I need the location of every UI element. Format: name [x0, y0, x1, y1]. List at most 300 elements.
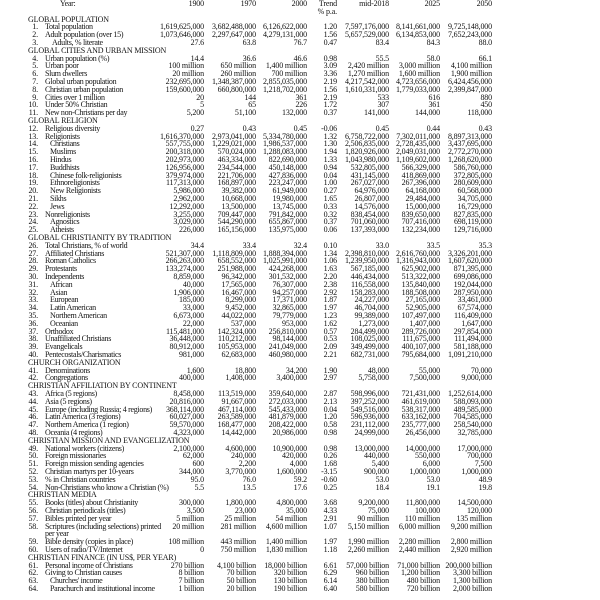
row-number: 60. [28, 545, 38, 554]
cell-value: 6,673,000 [173, 311, 204, 320]
cell-value: 0.32 [323, 209, 337, 219]
cell-value: 33.5 [426, 240, 440, 250]
row-number: 62. [28, 568, 38, 578]
row-number: 56. [28, 506, 38, 515]
cell-value: 1,091,210,000 [447, 350, 492, 359]
cell-value: 66.1 [478, 53, 492, 63]
cell-value: 118,000 [467, 108, 492, 118]
cell-value: 707,416,000 [401, 217, 440, 227]
cell-value: 1,830 million [265, 545, 307, 554]
cell-value: 188,508,000 [401, 287, 440, 297]
col-1900: 1900 [188, 0, 204, 8]
cell-value: 33.4 [242, 240, 256, 250]
cell-value: 0 [200, 545, 204, 554]
cell-value: 960 billion [355, 568, 389, 578]
cell-value: 307 [377, 100, 389, 110]
cell-value: 400,107,000 [401, 342, 440, 352]
cell-value: 98,144,000 [272, 334, 307, 344]
cell-value: 7,500 [474, 459, 492, 469]
cell-value: 4,323,000 [173, 428, 204, 437]
cell-value: 24,999,000 [354, 428, 389, 437]
row-number: 22. [28, 201, 38, 211]
row-label: Evangelicals [45, 342, 83, 352]
cell-value: 3,682,488,000 [211, 22, 256, 32]
cell-value: 0.53 [323, 334, 337, 344]
cell-value: 660,800,000 [217, 84, 256, 94]
cell-value: 0.06 [323, 225, 337, 235]
row-number: 20. [28, 186, 38, 196]
row-label: Northern America (1 region) [45, 420, 129, 430]
cell-value: 33,000 [182, 303, 204, 313]
cell-value: 1.72 [323, 100, 337, 110]
cell-value: 1,348,387,000 [211, 77, 256, 86]
cell-value: 682,731,000 [350, 350, 389, 359]
cell-value: 380 billion [355, 576, 389, 586]
cell-value: 71,000 billion [397, 560, 440, 570]
row-number: 30. [28, 272, 38, 281]
row-label: Asian [50, 287, 68, 297]
row-number: 44. [28, 396, 38, 406]
cell-value: 19,980,000 [272, 194, 307, 203]
cell-value: 111,675,000 [402, 334, 440, 344]
cell-value: 2,200 [238, 459, 256, 469]
row-number: 1. [32, 22, 38, 32]
cell-value: 76.7 [293, 38, 307, 47]
cell-value: 359,640,000 [268, 389, 307, 398]
row-label: Total population [45, 22, 93, 32]
cell-value: 130 billion [273, 576, 307, 586]
row-label: New non-Christians per day [45, 108, 128, 118]
cell-value: 17,371,000 [272, 295, 307, 305]
cell-value: 1,906,000 [173, 287, 204, 297]
cell-value: 625,902,000 [401, 264, 440, 274]
cell-value: -3.15 [321, 467, 337, 476]
cell-value: 720 billion [406, 584, 440, 593]
cell-value: 450,148,000 [268, 162, 307, 172]
cell-value: 5 [200, 100, 204, 110]
section-title: GLOBAL RELIGION [28, 116, 98, 125]
cell-value: 349,499,000 [350, 342, 389, 352]
cell-value: 545,433,000 [268, 404, 307, 414]
cell-value: -0.60 [321, 474, 337, 484]
cell-value: 2,297,647,000 [211, 30, 256, 40]
cell-value: 48.9 [478, 474, 492, 484]
cell-value: 200,318,000 [165, 147, 204, 157]
cell-value: 827,835,000 [453, 209, 492, 219]
col-mid-2018: mid-2018 [359, 0, 389, 8]
cell-value: 135,840,000 [401, 279, 440, 289]
row-number: 14. [28, 139, 38, 149]
cell-value: 33,461,000 [457, 295, 492, 305]
cell-value: 3.36 [323, 69, 337, 79]
cell-value: 0.04 [323, 404, 337, 414]
row-number: 64. [28, 584, 38, 593]
cell-value: 9,725,148,000 [447, 22, 492, 32]
cell-value: 3,300 billion [453, 568, 492, 578]
cell-value: 443 million [220, 537, 256, 547]
cell-value: 22,000 [182, 318, 204, 328]
cell-value: 75,000 [367, 506, 389, 515]
cell-value: 1,200 billion [401, 568, 440, 578]
cell-value: 15,000,000 [405, 201, 440, 211]
cell-value: 704,585,000 [453, 412, 492, 422]
cell-value: 1.32 [323, 131, 337, 141]
cell-value: 0.94 [323, 162, 337, 172]
cell-value: 58.0 [426, 53, 440, 63]
cell-value: 3.09 [323, 61, 337, 71]
cell-value: 361 [428, 100, 440, 110]
row-label: New Religionists [50, 186, 101, 196]
cell-value: 6,000 [422, 459, 440, 469]
trend-unit: % p.a. [317, 6, 337, 16]
cell-value: 8,141,661,000 [395, 22, 440, 32]
cell-value: 63.8 [242, 38, 256, 47]
cell-value: 226,000 [179, 225, 204, 235]
row-label: Religious diversity [45, 123, 100, 133]
cell-value: 135 million [456, 513, 492, 523]
cell-value: 791,842,000 [268, 209, 307, 219]
cell-value: 14,500,000 [457, 498, 492, 508]
cell-value: 7,302,011,000 [396, 131, 440, 141]
cell-value: 6,424,456,000 [447, 77, 492, 86]
cell-value: 537,000 [231, 318, 256, 328]
cell-value: 13,745,000 [272, 201, 307, 211]
cell-value: 35,000 [285, 506, 307, 515]
cell-value: 132,000 [282, 108, 307, 118]
cell-value: 19.8 [478, 482, 492, 492]
cell-value: 0.26 [323, 451, 337, 461]
cell-value: 64,168,000 [405, 186, 440, 196]
section-title: CHRISTIAN MISSION AND EVANGELIZATION [28, 435, 190, 445]
cell-value: 62,000 [182, 451, 204, 461]
cell-value: 2,920 million [450, 545, 492, 554]
cell-value: 120,000 [467, 506, 492, 515]
row-number: 41. [28, 365, 38, 375]
cell-value: 2.21 [323, 350, 337, 359]
cell-value: 272,033,000 [268, 396, 307, 406]
cell-value: 633,162,000 [401, 412, 440, 422]
row-number: 48. [28, 428, 38, 437]
cell-value: 4,279,131,000 [262, 30, 307, 40]
cell-value: 208,422,000 [268, 420, 307, 430]
cell-value: 379,974,000 [165, 170, 204, 180]
cell-value: 1,600 [186, 365, 204, 375]
row-number: 53. [28, 474, 38, 484]
cell-value: 1,408,000 [225, 373, 256, 383]
cell-value: 105,953,000 [217, 342, 256, 352]
cell-value: 1,300 billion [453, 576, 492, 586]
cell-value: 9,200,000 [358, 498, 389, 508]
row-label: Foreign missionaries [45, 451, 106, 461]
cell-value: 14,442,000 [221, 428, 256, 437]
cell-value: 1.56 [323, 30, 337, 40]
cell-value: 538,317,000 [401, 404, 440, 414]
cell-value: 60,568,000 [457, 186, 492, 196]
cell-value: 32,785,000 [457, 428, 492, 437]
cell-value: 0.98 [323, 443, 337, 453]
row-label: Orthodox [45, 326, 74, 336]
cell-value: 1,607,620,000 [447, 256, 492, 266]
cell-value: 1,900 million [450, 69, 492, 79]
cell-value: 232,695,000 [165, 77, 204, 86]
cell-value: 0.45 [293, 123, 307, 133]
cell-value: 13.5 [242, 482, 256, 492]
cell-value: 14.4 [190, 53, 204, 63]
col-2050: 2050 [476, 0, 492, 8]
row-number: 19. [28, 178, 38, 188]
row-label: Independents [45, 272, 85, 281]
cell-value: 1,986,537,000 [262, 139, 307, 149]
row-label: Christian martyrs per 10-years [45, 467, 134, 476]
cell-value: 1,273,000 [358, 318, 389, 328]
cell-value: 1,252,614,000 [447, 389, 492, 398]
row-number: 37. [28, 326, 38, 336]
cell-value: 34,705,000 [457, 194, 492, 203]
row-label: European [50, 295, 79, 305]
cell-value: 62,683,000 [221, 350, 256, 359]
row-number: 15. [28, 147, 38, 157]
cell-value: 2,855,035,000 [262, 77, 307, 86]
cell-value: 20 million [172, 69, 204, 79]
cell-value: 34.4 [190, 240, 204, 250]
cell-value: 513,322,000 [401, 272, 440, 281]
cell-value: 650 million [220, 61, 256, 71]
row-label: Denominations [45, 365, 90, 375]
cell-value: 1,779,033,000 [395, 84, 440, 94]
cell-value: 4,723,656,000 [395, 77, 440, 86]
cell-value: 17,565,000 [221, 279, 256, 289]
cell-value: 431,145,000 [350, 170, 389, 180]
cell-value: 117,313,000 [165, 178, 204, 188]
cell-value: 55,000 [418, 365, 440, 375]
cell-value: 1,619,625,000 [159, 22, 204, 32]
cell-value: 1.94 [323, 147, 337, 157]
cell-value: 297,854,000 [453, 326, 492, 336]
cell-value: 14,576,000 [354, 201, 389, 211]
row-number: 50. [28, 451, 38, 461]
cell-value: 9,452,000 [225, 303, 256, 313]
cell-value: 241,049,000 [268, 342, 307, 352]
cell-value: 544,290,000 [217, 217, 256, 227]
cell-value: 135,975,000 [268, 225, 307, 235]
cell-value: 301,532,000 [268, 272, 307, 281]
row-number: 61. [28, 560, 38, 570]
row-label: Chinese folk-religionists [50, 170, 122, 180]
row-label: % in Christian countries [45, 474, 116, 484]
cell-value: 64,976,000 [354, 186, 389, 196]
cell-value: 461,619,000 [401, 396, 440, 406]
cell-value: 17.6 [293, 482, 307, 492]
cell-value: 7,500,000 [409, 373, 440, 383]
cell-value: 13,500,000 [221, 201, 256, 211]
cell-value: 1,000,000 [461, 467, 492, 476]
cell-value: 1.18 [323, 545, 337, 554]
col-2000: 2000 [291, 0, 307, 8]
cell-value: 6,758,722,000 [344, 131, 389, 141]
cell-value: 159,600,000 [165, 84, 204, 94]
cell-value: 10,900,000 [272, 443, 307, 453]
cell-value: 557,755,000 [165, 139, 204, 149]
cell-value: 2,260 million [347, 545, 389, 554]
cell-value: 51,100 [234, 108, 256, 118]
cell-value: 10,668,000 [221, 194, 256, 203]
row-number: 23. [28, 209, 38, 219]
row-label: Slum dwellers [45, 69, 88, 79]
cell-value: 1,000,000 [409, 467, 440, 476]
row-label: Books (titles) about Christianity [45, 498, 138, 508]
row-number: 28. [28, 256, 38, 266]
cell-value: 9,000,000 [461, 373, 492, 383]
cell-value: 137,393,000 [350, 225, 389, 235]
cell-value: 372,805,000 [453, 170, 492, 180]
cell-value: 397,252,000 [350, 396, 389, 406]
cell-value: 1.90 [323, 365, 337, 375]
row-number: 12. [28, 123, 38, 133]
cell-value: 3,000 million [398, 61, 440, 71]
cell-value: 0.45 [375, 123, 389, 133]
cell-value: 240,000 [231, 451, 256, 461]
cell-value: 1,043,980,000 [344, 155, 389, 164]
cell-value: 1,800,000 [225, 498, 256, 508]
cell-value: 6.40 [323, 584, 337, 593]
cell-value: 9,200 million [450, 521, 492, 531]
cell-value: 1,239,950,000 [344, 256, 389, 266]
cell-value: 95.0 [190, 474, 204, 484]
col-1970: 1970 [240, 0, 256, 8]
row-label: Non-Christians who know a Christian (%) [45, 482, 169, 492]
cell-value: 6,000 million [398, 521, 440, 531]
row-label: Christians [50, 139, 80, 149]
cell-value: 2.13 [323, 396, 337, 406]
cell-value: 35.3 [478, 240, 492, 250]
cell-value: 251,988,000 [217, 264, 256, 274]
cell-value: 1.07 [323, 521, 337, 531]
row-number: 33. [28, 295, 38, 305]
table-row [0, 523, 600, 539]
cell-value: 0.43 [478, 123, 492, 133]
cell-value: 0.33 [323, 201, 337, 211]
table-row [0, 585, 600, 593]
cell-value: 871,395,000 [453, 264, 492, 274]
cell-value: -0.06 [321, 123, 337, 133]
cell-value: 65 [248, 100, 256, 110]
cell-value: 48,000 [367, 365, 389, 375]
cell-value: 4,600,000 [225, 443, 256, 453]
cell-value: 1,600,000 [276, 467, 307, 476]
cell-value: 108,025,000 [350, 334, 389, 344]
row-number: 35. [28, 311, 38, 320]
cell-value: 721,431,000 [401, 389, 440, 398]
cell-value: 981,000 [179, 350, 204, 359]
cell-value: 67,574,000 [457, 303, 492, 313]
cell-value: 8,859,000 [173, 272, 204, 281]
cell-value: 235,777,000 [401, 420, 440, 430]
cell-value: 2.87 [323, 389, 337, 398]
cell-value: 6.29 [323, 568, 337, 578]
year-label: Year: [60, 0, 76, 8]
cell-value: 1.62 [323, 318, 337, 328]
col-trend: Trend [318, 0, 337, 8]
cell-value: 6,134,853,000 [395, 30, 440, 40]
row-number: 6. [32, 69, 38, 79]
cell-value: 467,114,000 [217, 404, 256, 414]
section-title: GLOBAL POPULATION [28, 14, 109, 24]
cell-value: 144,000 [415, 108, 440, 118]
cell-value: 2.91 [323, 513, 337, 523]
row-number: 3. [32, 38, 38, 47]
cell-value: 0.37 [323, 108, 337, 118]
cell-value: 263,589,000 [217, 412, 256, 422]
row-label: Roman Catholics [45, 256, 96, 266]
cell-value: 17,000,000 [457, 443, 492, 453]
cell-value: 2,616,760,000 [395, 248, 440, 258]
row-label: Africa (5 regions) [45, 389, 97, 398]
cell-value: 2,280 million [398, 537, 440, 547]
row-label: Cities over 1 million [45, 92, 105, 102]
row-label: Nonreligionists [45, 209, 90, 219]
cell-value: 4,800,000 [276, 498, 307, 508]
cell-value: 142,324,000 [217, 326, 256, 336]
row-label: Buddhists [50, 162, 80, 172]
cell-value: 2,800 million [450, 537, 492, 547]
row-number: 52. [28, 467, 38, 476]
cell-value: 463,334,000 [217, 155, 256, 164]
row-number: 2. [32, 30, 38, 40]
row-label: Total Christians, % of world [45, 240, 128, 250]
cell-value: 4,100 billion [217, 560, 256, 570]
row-label: Global urban population [45, 77, 117, 86]
cell-value: 700 million [271, 69, 307, 79]
cell-value: 3.68 [323, 498, 337, 508]
cell-value: 3,255,000 [173, 209, 204, 219]
row-label: Atheists [50, 225, 74, 235]
cell-value: 29,484,000 [405, 194, 440, 203]
cell-value: 20,986,000 [272, 428, 307, 437]
row-label: Bibles printed per year [45, 513, 112, 523]
cell-value: 88.0 [478, 38, 492, 47]
cell-value: 655,867,000 [268, 217, 307, 227]
cell-value: 5,334,780,000 [262, 131, 307, 141]
cell-value: 226 [295, 100, 307, 110]
cell-value: 11,800,000 [405, 498, 440, 508]
cell-value: 59.2 [293, 474, 307, 484]
cell-value: 2.92 [323, 287, 337, 297]
cell-value: 116,558,000 [350, 279, 389, 289]
cell-value: 822,690,000 [268, 155, 307, 164]
cell-value: 115,481,000 [165, 326, 204, 336]
cell-value: 13,000,000 [354, 443, 389, 453]
cell-value: 27.6 [190, 38, 204, 47]
cell-value: 113,519,000 [217, 389, 256, 398]
cell-value: 838,454,000 [350, 209, 389, 219]
cell-value: 1,990 million [347, 537, 389, 547]
cell-value: 32.4 [293, 240, 307, 250]
cell-value: 25 million [224, 513, 256, 523]
row-label: Muslims [50, 147, 76, 157]
cell-value: 100 million [168, 61, 204, 71]
row-label: Congregations [45, 373, 88, 383]
row-number: 63. [28, 576, 38, 586]
cell-value: 1.06 [323, 256, 337, 266]
row-number: 25. [28, 225, 38, 235]
cell-value: 18,800 [234, 365, 256, 375]
cell-value: 1 billion [178, 584, 204, 593]
cell-value: 12,292,000 [169, 201, 204, 211]
row-label: Jews [50, 201, 65, 211]
row-label: Foreign mission sending agencies [45, 459, 144, 469]
cell-value: 0.10 [323, 240, 337, 250]
cell-value: 5,758,000 [358, 373, 389, 383]
